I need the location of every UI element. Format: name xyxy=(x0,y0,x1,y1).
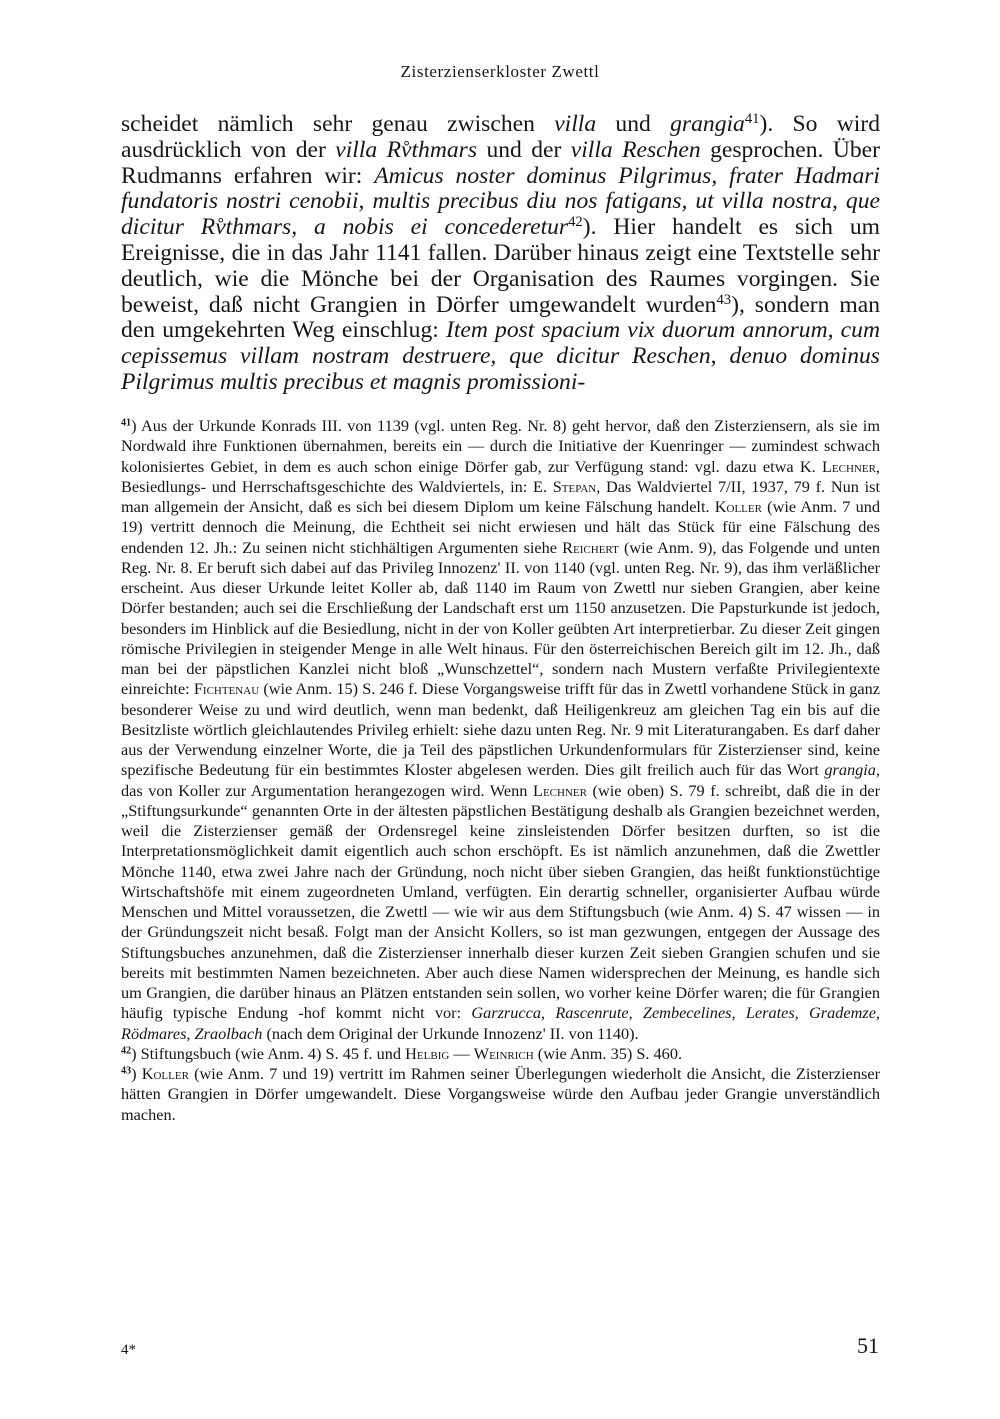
latin-quote: Amicus noster dominus Pilgrimus, frater Hadmari fundatoris nostri cenobii, multis precibus diu nos fatigans, ut villa nostra, que dicitur Rv̊thmars, a nobis ei concederetur xyxy=(121,162,880,241)
running-head: Zisterzienserkloster Zwettl xyxy=(400,62,600,81)
page-number: 51 xyxy=(857,1333,879,1358)
footnote-42: $^{42}$) Stiftungsbuch (wie Anm. 4) S. 45 f. und Helbig — Weinrich (wie Anm. 35) S. 460. xyxy=(121,1043,683,1063)
footnotes xyxy=(121,416,880,1125)
latin-quote: Item post spacium vix duorum annorum, cum cepissemus villam nostram destruere, que dicitur Reschen, denuo dominus Pilgrimus multis precibus et magnis promissioni- xyxy=(121,317,880,395)
main-paragraph: scheidet nämlich sehr genau zwischen villa und grangia$^{41}$). So wird ausdrücklich von der villa Rv̊thmars und der villa Reschen gesprochen. Über Rudmanns erfahren wir: Amicus noster dominus Pilgrimus, frater Hadmari fundatoris nostri cenobii, multis precibus diu nos fatigans, ut villa nostra, que dicitur Rv̊thmars, a nobis ei concederetur$^{42}$). Hier handelt es sich um Ereignisse, die in das Jahr 1141 fallen. Darüber hinaus zeigt eine Textstelle sehr deutlich, wie die Mönche bei der Organisation des Raumes vorgingen. Sie beweist, daß nicht Grangien in Dörfer umgewandelt wurden$^{43}$), sondern man den umgekehrten Weg einschlug: Item post spacium vix duorum annorum, cum cepissemus villam nostram destruere, que dicitur Reschen, denuo dominus Pilgrimus multis precibus et magnis promissioni- xyxy=(121,110,880,395)
footnote-41: $^{41}$) Aus der Urkunde Konrads III. von 1139 (vgl. unten Reg. Nr. 8) geht hervor, daß den Zisterziensern, als sie im Nordwald ihre Funktionen übernahmen, bereits ein — durch die Initiative der Kuenringer — zumindest schwach kolonisiertes Gebiet, in dem es auch schon einige Dörfer gab, zur Verfügung stand: vgl. dazu etwa K. Lechner, Besiedlungs- und Herrschaftsgeschichte des Waldviertels, in: E. Stepan, Das Waldviertel 7/II, 1937, 79 f. Nun ist man allgemein der Ansicht, daß es sich bei diesem Diplom um keine Fälschung handelt. Koller (wie Anm. 7 und 19) vertritt dennoch die Meinung, die Echtheit sei nicht erwiesen und hält das Stück für eine Fälschung des endenden 12. Jh.: Zu seinen nicht stichhältigen Argumenten siehe Reichert (wie Anm. 9), das Folgende und unten Reg. Nr. 8. Er beruft sich dabei auf das Privileg Innozenz' II. von 1140 (vgl. unten Reg. Nr. 9), das ihm verläßlicher erscheint. Aus dieser Urkunde leitet Koller ab, daß 1140 im Raum von Zwettl nur sieben Grangien, aber keine Dörfer bestanden; auch sei die Erschließung der Landschaft erst um 1150 anzusetzen. Die Papsturkunde ist jedoch, besonders im Hinblick auf die Besiedlung, nicht in der von Koller geübten Art interpretierbar. Zu dieser Zeit gingen römische Privilegien in steigender Menge in alle Welt hinaus. Für den österreichischen Bereich gilt im 12. Jh., daß man bei der päpstlichen Kanzlei nicht bloß „Wunschzettel“, sondern nach Mustern verfaßte Privilegientexte einreichte: Fichtenau (wie Anm. 15) S. 246 f. Diese Vorgangsweise trifft für das in Zwettl vorhandene Stück in ganz besonderer Weise zu und wird deutlich, wenn man bedenkt, daß Heiligenkreuz am gleichen Tag ein bis auf die Besitzliste wörtlich gleichlautendes Privileg erhielt: siehe dazu unten Reg. Nr. 9 mit Literaturangaben. Es darf daher aus der Verwendung einzelner Worte, die ja Teil des päpstlichen Urkundenformulars für Zisterzienser sind, keine spezifische Bedeutung für ein bestimmtes Kloster abgelesen werden. Dies gilt freilich auch für das Wort grangia, das von Koller zur Argumentation herangezogen wird. Wenn Lechner (wie oben) S. 79 f. schreibt, daß die in der „Stiftungsurkunde“ genannten Orte in der ältesten päpstlichen Bestätigung deshalb als Grangien bezeichnet werden, weil die Zisterzienser gemäß der Ordensregel keine zinsleistenden Dörfer besitzen durften, so ist die Interpretationsmöglichkeit damit eigentlich auch schon erschöpft. Es ist nämlich anzunehmen, daß die Zwettler Mönche 1140, etwa zwei Jahre nach der Gründung, noch nicht über sieben Grangien, das heißt funktionstüchtige Wirtschaftshöfe mit einem zugeordneten Umland, verfügten. Ein derartig schneller, organisierter Aufbau würde Menschen und Mittel voraussetzen, die Zwettl — wie wir aus dem Stiftungsbuch (wie Anm. 4) S. 47 wissen — in der Gründungszeit nicht besaß. Folgt man der Ansicht Kollers, so ist man gezwungen, entgegen der Aussage des Stiftungsbuches anzunehmen, daß die Zisterzienser innerhalb dieser kurzen Zeit sieben Grangien schufen und sie bereits mit bestimmten Namen bezeichneten. Aber auch diese Namen widersprechen der Meinung, es handle sich um Grangien, die darüber hinaus an Plätzen entstanden sein sollen, wo vorher keine Dörfer waren; die für Grangien häufig typische Endung -hof kommt nicht vor: Garzrucca, Rascenrute, Zembecelines, Lerates, Grademze, Rödmares, Zraolbach (nach dem Original der Urkunde Innozenz' II. von 1140). xyxy=(121,416,881,1043)
footnote-ref-43: 43 xyxy=(716,291,732,308)
footnote-ref-42: 42 xyxy=(568,214,583,231)
footnote-43: $^{43}$) Koller (wie Anm. 7 und 19) vertritt im Rahmen seiner Überlegungen wiederholt die Ansicht, die Zisterzienser hätten Grangien in Dörfer umgewandelt. Diese Vorgangsweise würde den Aufbau jeder Grangie unverständlich machen. xyxy=(121,1064,880,1124)
signature-mark: 4* xyxy=(121,1342,136,1358)
footnote-ref-41: 41 xyxy=(744,110,760,127)
main-text xyxy=(121,112,880,396)
